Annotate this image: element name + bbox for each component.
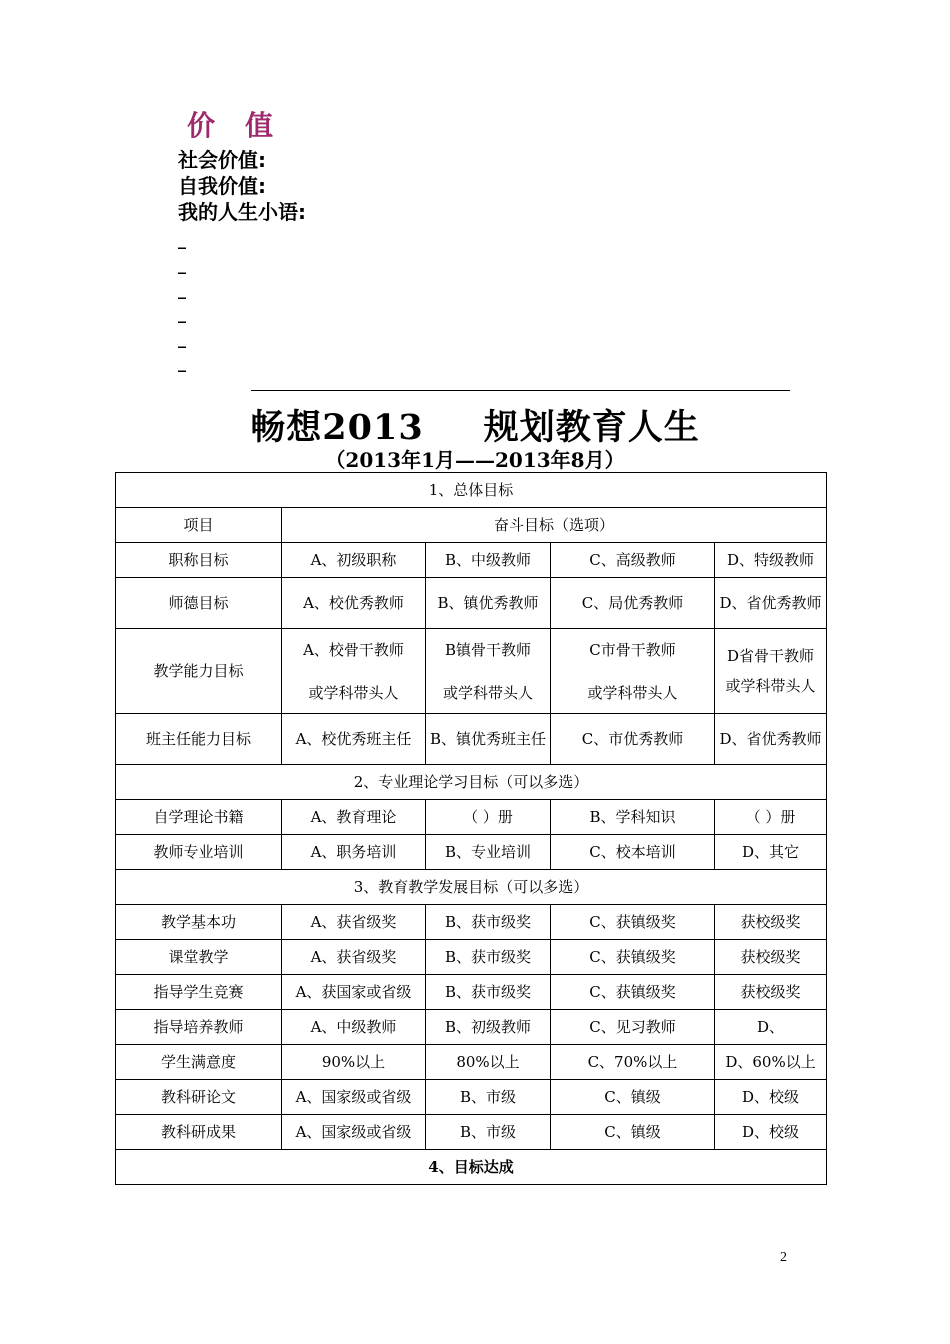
blank-line: _: [178, 255, 186, 274]
option-cell: B、中级教师: [426, 543, 551, 578]
option-cell: A、教育理论: [282, 800, 426, 835]
option-cell: D、60%以上: [715, 1045, 827, 1080]
page-subtitle: （2013年1月——2013年8月）: [325, 448, 625, 472]
option-cell: A、获省级奖: [282, 940, 426, 975]
row-label: 师德目标: [116, 578, 282, 629]
option-cell: C、局优秀教师: [551, 578, 715, 629]
option-cell: [282, 629, 426, 714]
life-motto-label: 我的人生小语:: [178, 200, 306, 224]
option-cell: B、初级教师: [426, 1010, 551, 1045]
option-cell: B、获市级奖: [426, 905, 551, 940]
option-line: C市骨干教师: [589, 640, 676, 659]
option-cell: D、特级教师: [715, 543, 827, 578]
blank-line: _: [178, 304, 186, 323]
social-value-label: 社会价值:: [178, 148, 266, 172]
option-line: 或学科带头人: [587, 683, 678, 702]
option-cell: B、获市级奖: [426, 940, 551, 975]
option-cell: A、职务培训: [282, 835, 426, 870]
header-item: 项目: [116, 508, 282, 543]
row-label: 指导学生竞赛: [116, 975, 282, 1010]
option-cell: （ ）册: [426, 800, 551, 835]
row-label: 课堂教学: [116, 940, 282, 975]
blank-line: _: [178, 280, 186, 299]
option-cell: 获校级奖: [715, 905, 827, 940]
option-cell: A、中级教师: [282, 1010, 426, 1045]
section-overall-goals: 1、总体目标: [116, 473, 827, 508]
option-line: 或学科带头人: [725, 677, 816, 695]
option-cell: B、获市级奖: [426, 975, 551, 1010]
value-heading: [187, 104, 275, 144]
option-line: 或学科带头人: [308, 683, 399, 702]
option-cell: D、校级: [715, 1115, 827, 1150]
option-cell: （ ）册: [715, 800, 827, 835]
option-cell: B、镇优秀教师: [426, 578, 551, 629]
option-cell: D、: [715, 1010, 827, 1045]
option-cell: C、镇级: [551, 1115, 715, 1150]
option-cell: D、其它: [715, 835, 827, 870]
option-cell: B、专业培训: [426, 835, 551, 870]
row-label: 教科研论文: [116, 1080, 282, 1115]
option-cell: C、获镇级奖: [551, 905, 715, 940]
section-theory-study: 2、专业理论学习目标（可以多选）: [116, 765, 827, 800]
option-cell: A、初级职称: [282, 543, 426, 578]
option-cell: [426, 629, 551, 714]
option-cell: D、省优秀教师: [715, 578, 827, 629]
option-cell: C、镇级: [551, 1080, 715, 1115]
option-cell: C、见习教师: [551, 1010, 715, 1045]
row-label: 指导培养教师: [116, 1010, 282, 1045]
option-cell: B、学科知识: [551, 800, 715, 835]
row-label: 教科研成果: [116, 1115, 282, 1150]
title-part-year: 畅想2013: [250, 407, 424, 448]
section-teaching-development: 3、教育教学发展目标（可以多选）: [116, 870, 827, 905]
option-cell: C、高级教师: [551, 543, 715, 578]
option-cell: 90%以上: [282, 1045, 426, 1080]
page-title: [0, 400, 950, 450]
row-label: 职称目标: [116, 543, 282, 578]
option-cell: [551, 629, 715, 714]
row-label: 教学基本功: [116, 905, 282, 940]
option-cell: C、获镇级奖: [551, 940, 715, 975]
option-cell: C、校本培训: [551, 835, 715, 870]
blank-line: _: [178, 329, 186, 348]
header-goal: 奋斗目标（选项）: [282, 508, 827, 543]
page-number: 2: [780, 1250, 787, 1265]
value-heading-char: 价: [187, 109, 218, 142]
row-label: 学生满意度: [116, 1045, 282, 1080]
option-cell: A、国家级或省级: [282, 1080, 426, 1115]
option-cell: 获校级奖: [715, 940, 827, 975]
title-part-theme: 规划教育人生: [483, 407, 700, 448]
option-cell: D、省优秀教师: [715, 714, 827, 765]
row-label: 教学能力目标: [116, 629, 282, 714]
horizontal-rule: [251, 390, 790, 391]
option-cell: B、市级: [426, 1115, 551, 1150]
option-line: B镇骨干教师: [444, 640, 532, 659]
row-label: 教师专业培训: [116, 835, 282, 870]
option-cell: A、校优秀教师: [282, 578, 426, 629]
option-line: A、校骨干教师: [303, 640, 404, 659]
option-cell: D、校级: [715, 1080, 827, 1115]
section-goal-achievement: 4、目标达成: [116, 1150, 827, 1185]
goal-table: [115, 472, 827, 1185]
option-cell: C、70%以上: [551, 1045, 715, 1080]
option-line: D省骨干教师: [727, 647, 815, 665]
option-cell: B、镇优秀班主任: [426, 714, 551, 765]
option-cell: 获校级奖: [715, 975, 827, 1010]
row-label: 自学理论书籍: [116, 800, 282, 835]
option-cell: 80%以上: [426, 1045, 551, 1080]
self-value-label: 自我价值:: [178, 174, 266, 198]
option-cell: A、获省级奖: [282, 905, 426, 940]
value-heading-char: 值: [245, 109, 276, 142]
option-line: 或学科带头人: [442, 683, 533, 702]
option-cell: A、获国家或省级: [282, 975, 426, 1010]
option-cell: A、国家级或省级: [282, 1115, 426, 1150]
option-cell: [715, 629, 827, 714]
option-cell: B、市级: [426, 1080, 551, 1115]
option-cell: C、市优秀教师: [551, 714, 715, 765]
option-cell: A、校优秀班主任: [282, 714, 426, 765]
blank-line: _: [178, 230, 186, 249]
blank-line: _: [178, 353, 186, 372]
option-cell: C、获镇级奖: [551, 975, 715, 1010]
row-label: 班主任能力目标: [116, 714, 282, 765]
